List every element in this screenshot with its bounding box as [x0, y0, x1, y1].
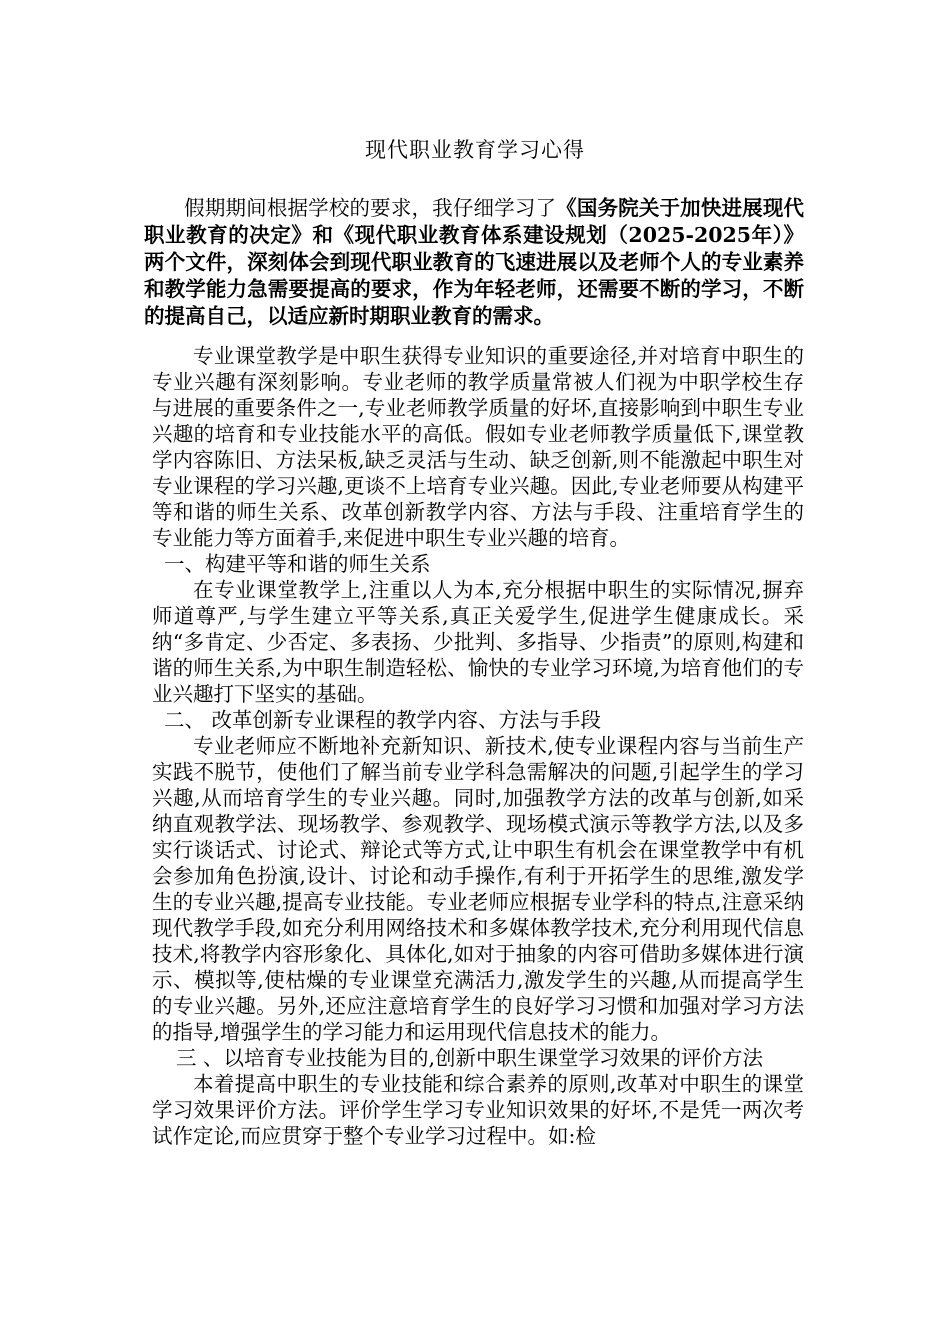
section-heading-3: 三 、以培育专业技能为目的,创新中职生课堂学习效果的评价方法 [176, 1046, 764, 1070]
paragraph-3: 专业老师应不断地补充新知识、新技术,使专业课程内容与当前生产实践不脱节，使他们了解当前专业学科急需解决的问题,引起学生的学习兴趣,从而培育学生的专业兴趣。同时,加强教学方法的改革与创新,如采纳直观教学法、现场教学、参观教学、现场模式演示等教学方法,以及多实行谈话式、讨论式、辩论式等方式,让中职生有机会在课堂教学中有机会参加角色扮演,设计、讨论和动手操作,有利于开拓学生的思维,激发学生的专业兴趣,提高专业技能。专业老师应根据专业学科的特点,注意采纳现代教学手段,如充分利用网络技术和多媒体教学技术,充分利用现代信息技术,将教学内容形象化、具体化,如对于抽象的内容可借助多媒体进行演示、模拟等,使枯燥的专业课堂充满活力,激发学生的兴趣,从而提高学生的专业兴趣。另外,还应注意培育学生的良好学习习惯和加强对学习方法的指导,增强学生的学习能力和运用现代信息技术的能力。 [152, 734, 804, 1044]
paragraph-4: 本着提高中职生的专业技能和综合素养的原则,改革对中职生的课堂学习效果评价方法。评价学生学习专业知识效果的好坏,不是凭一两次考试作定论,而应贯穿于整个专业学习过程中。如:检 [152, 1072, 804, 1148]
document-title: 现代职业教育学习心得 [365, 138, 585, 162]
section-heading-1: 一、构建平等和谐的师生关系 [164, 552, 431, 576]
intro-paragraph [144, 195, 804, 330]
section-heading-2: 二、 改革创新专业课程的教学内容、方法与手段 [164, 708, 602, 732]
body-content [152, 343, 804, 1149]
paragraph-1: 专业课堂教学是中职生获得专业知识的重要途径,并对培育中职生的专业兴趣有深刻影响。专业老师的教学质量常被人们视为中职学校生存与进展的重要条件之一,专业老师教学质量的好坏,直接影响到中职生专业兴趣的培育和专业技能水平的高低。假如专业老师教学质量低下,课堂教学内容陈旧、方法呆板,缺乏灵活与生动、缺乏创新,则不能激起中职生对专业课程的学习兴趣,更谈不上培育专业兴趣。因此,专业老师要从构建平等和谐的师生关系、改革创新教学内容、方法与手段、注重培育学生的专业能力等方面着手,来促进中职生专业兴趣的培育。 [152, 344, 804, 550]
paragraph-2: 在专业课堂教学上,注重以人为本,充分根据中职生的实际情况,摒弃师道尊严,与学生建立平等关系,真正关爱学生,促进学生健康成长。采纳“多肯定、少否定、多表扬、少批判、多指导、少指责”的原则,构建和谐的师生关系,为中职生制造轻松、愉快的专业学习环境,为培育他们的专业兴趣打下坚实的基础。 [152, 578, 804, 706]
intro-lead-text: 假期期间根据学校的要求，我仔细学习了 [184, 196, 557, 220]
intro-bold-text: 《国务院关于加快进展现代职业教育的决定》和《现代职业教育体系建设规划（2025-2025年）》两个文件，深刻体会到现代职业教育的飞速进展以及老师个人的专业素养和教学能力急需要提高的要求，作为年轻老师，还需要不断的学习，不断的提高自己，以适应新时期职业教育的需求。 [144, 196, 805, 328]
